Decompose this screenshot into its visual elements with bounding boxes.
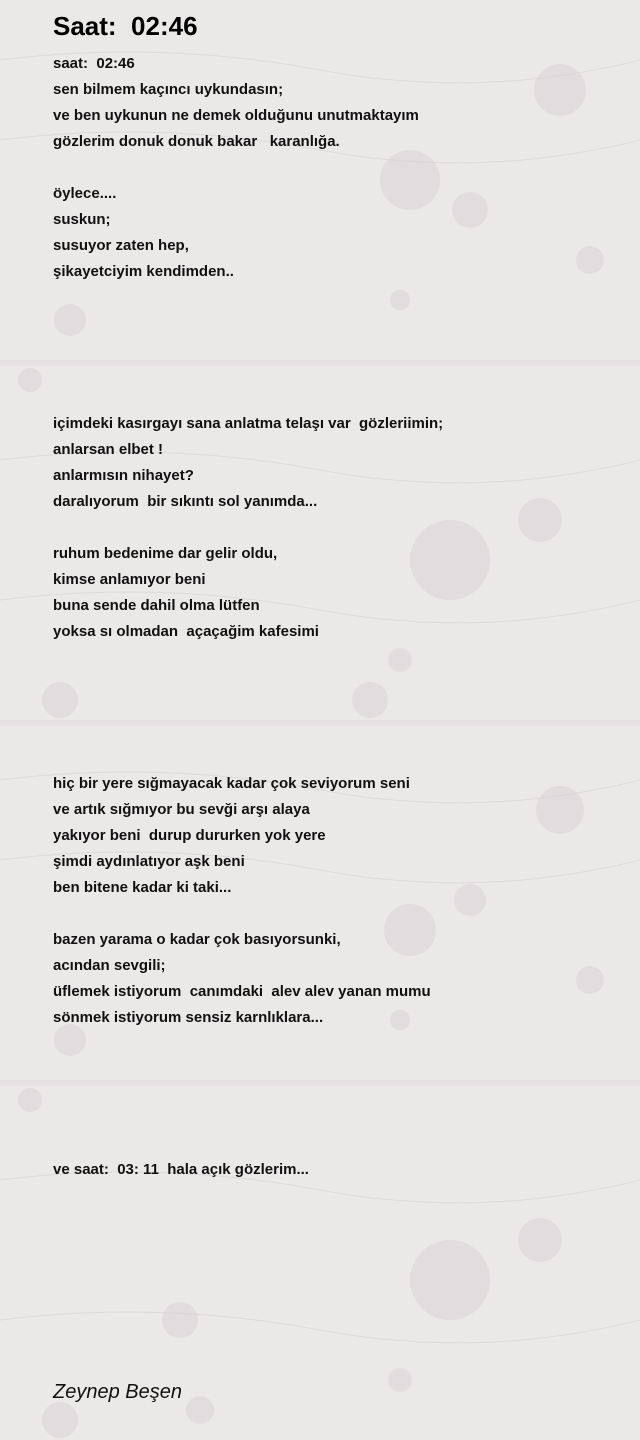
poem-line: ruhum bedenime dar gelir oldu, <box>53 545 278 562</box>
poem-title: Saat: 02:46 <box>53 11 198 41</box>
poem-line: acından sevgili; <box>53 957 166 974</box>
poem-line: anlarsan elbet ! <box>53 441 164 458</box>
poem-line: suskun; <box>53 211 111 228</box>
poem-line: ve saat: 03: 11 hala açık gözlerim... <box>53 1161 309 1178</box>
poem-line: yakıyor beni durup dururken yok yere <box>53 827 326 844</box>
poem-author: Zeynep Beşen <box>53 1381 182 1403</box>
poem-line: bazen yarama o kadar çok basıyorsunki, <box>53 931 341 948</box>
poem-line: yoksa sı olmadan açaçağim kafesimi <box>53 623 319 640</box>
poem-line: gözlerim donuk donuk bakar karanlığa. <box>53 133 340 150</box>
poem-line: şimdi aydınlatıyor aşk beni <box>53 853 245 870</box>
poem-line: içimdeki kasırgayı sana anlatma telaşı var gözleriimin; <box>53 415 444 432</box>
poem-line: ben bitene kadar ki taki... <box>53 879 232 896</box>
poem-line: anlarmısın nihayet? <box>53 467 194 484</box>
poem-line: üflemek istiyorum canımdaki alev alev yanan mumu <box>53 983 431 1000</box>
poem-line: öylece.... <box>53 185 117 202</box>
poem-line: şikayetciyim kendimden.. <box>53 263 234 280</box>
poem-line: sen bilmem kaçıncı uykundasın; <box>53 81 284 98</box>
poem-line: hiç bir yere sığmayacak kadar çok seviyorum seni <box>53 775 410 792</box>
poem-line: ve ben uykunun ne demek olduğunu unutmaktayım <box>53 107 419 124</box>
poem-line: ve artık sığmıyor bu sevği arşı alaya <box>53 801 310 818</box>
poem-line: saat: 02:46 <box>53 55 135 72</box>
poem-line: daralıyorum bir sıkıntı sol yanımda... <box>53 493 318 510</box>
poem-line: buna sende dahil olma lütfen <box>53 597 260 614</box>
poem-line: sönmek istiyorum sensiz karnlıklara... <box>53 1009 324 1026</box>
poem-line: kimse anlamıyor beni <box>53 571 206 588</box>
poem-line: susuyor zaten hep, <box>53 237 189 254</box>
